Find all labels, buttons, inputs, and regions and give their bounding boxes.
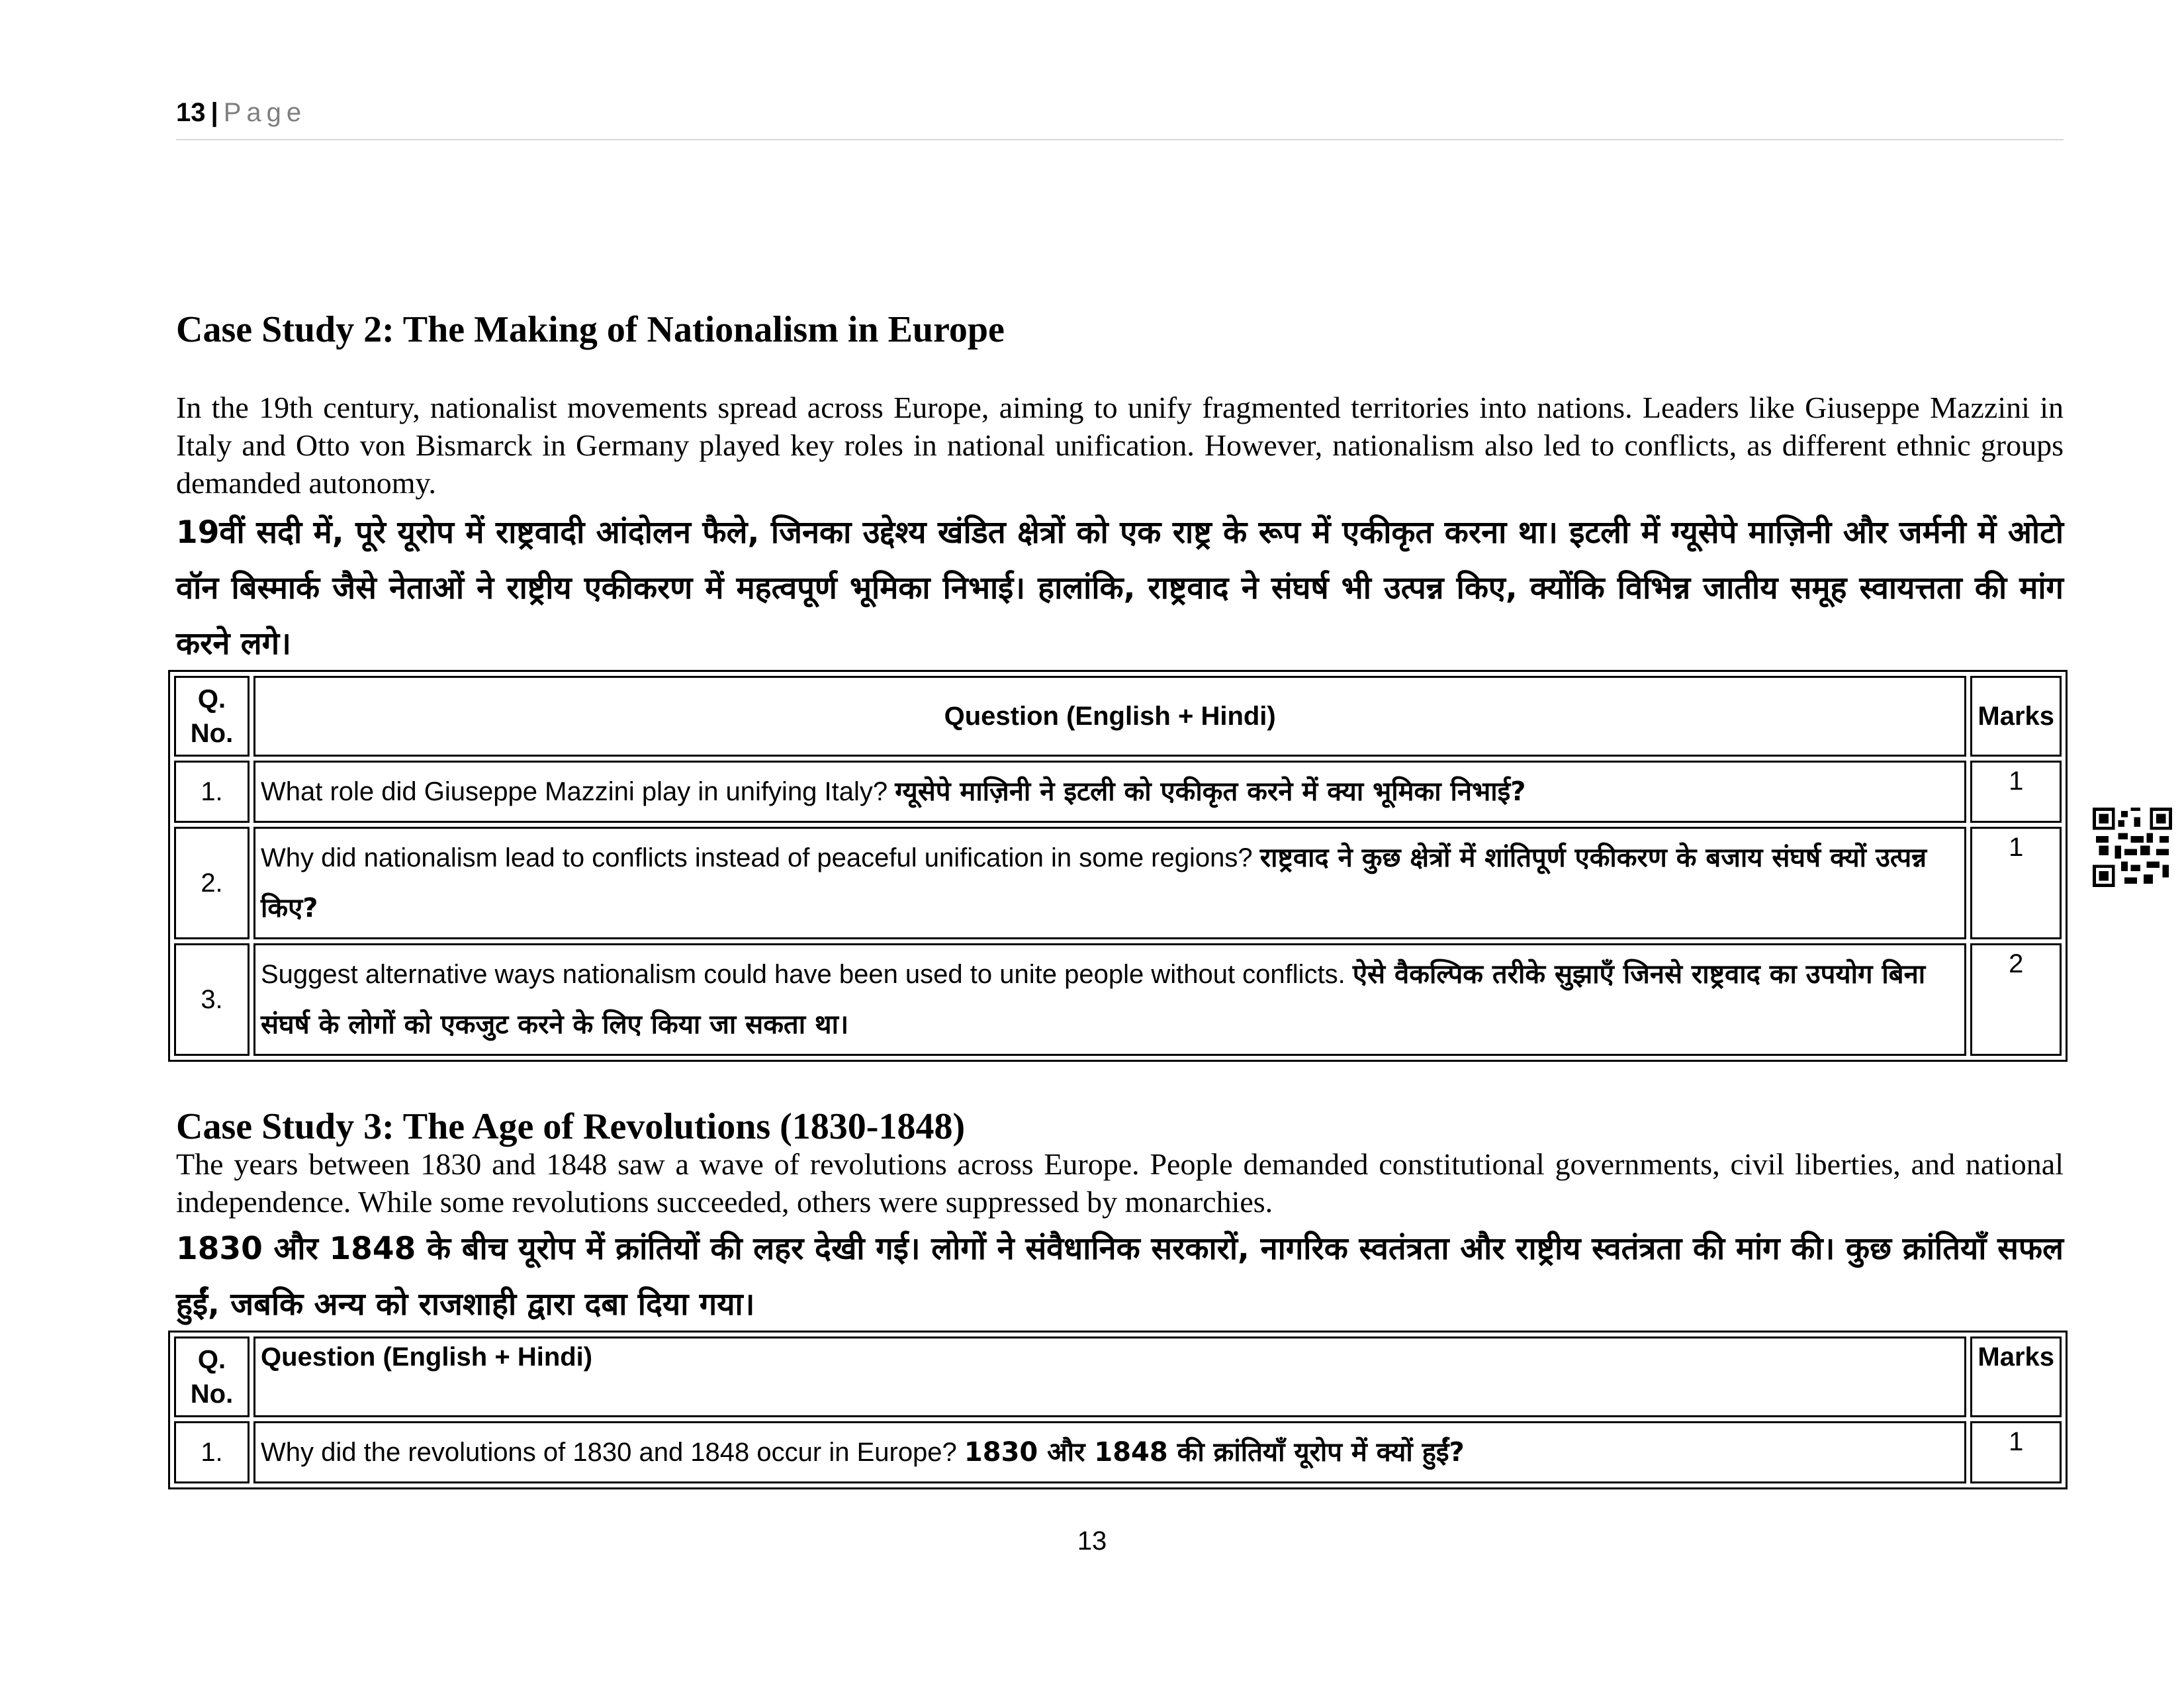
- question-hi: राष्ट्रवाद ने कुछ क्षेत्रों में शांतिपूर्ण एकीकरण के बजाय संघर्ष क्यों उत्पन्न किए?: [261, 843, 1927, 923]
- header-marks: Marks: [1970, 676, 2062, 757]
- question-hi: ऐसे वैकल्पिक तरीके सुझाएँ जिनसे राष्ट्रवाद का उपयोग बिना संघर्ष के लोगों को एकजुट करने के लिए किया जा सकता था।: [261, 959, 1926, 1040]
- header-marks: Marks: [1970, 1336, 2062, 1417]
- case-study-3-title: Case Study 3: The Age of Revolutions (1830-1848): [176, 1106, 966, 1147]
- table-row: [174, 1421, 2062, 1483]
- row-qno: 2.: [174, 827, 250, 939]
- row-qno: 1.: [174, 1421, 250, 1483]
- question-en: Why did the revolutions of 1830 and 1848 occur in Europe?: [261, 1438, 957, 1467]
- question-en: What role did Giuseppe Mazzini play in unifying Italy?: [261, 777, 888, 806]
- question-hi: ग्यूसेपे माज़िनी ने इटली को एकीकृत करने में क्या भूमिका निभाई?: [895, 776, 1526, 807]
- header-question: Question (English + Hindi): [253, 1336, 1966, 1417]
- header-page-label: Page: [223, 98, 307, 127]
- table-row: [174, 761, 2062, 823]
- case-study-3-paragraph-hi: 1830 और 1848 के बीच यूरोप में क्रांतियों की लहर देखी गई। लोगों ने संवैधानिक सरकारों, नागरिक स्वतंत्रता और राष्ट्रीय स्वतंत्रता की मांग की। कुछ क्रांतियाँ सफल हुईं, जबकि अन्य को राजशाही द्वारा दबा दिया गया।: [176, 1231, 2064, 1323]
- row-marks: 2: [1970, 943, 2062, 1056]
- row-qno: 1.: [174, 761, 250, 823]
- qr-code-icon: [2093, 808, 2172, 887]
- header-separator: |: [210, 98, 218, 127]
- row-qno: 3.: [174, 943, 250, 1056]
- row-marks: 1: [1970, 827, 2062, 939]
- table-row: [174, 827, 2062, 939]
- row-marks: 1: [1970, 761, 2062, 823]
- table-row: [174, 943, 2062, 1056]
- case-study-2-paragraph-en: In the 19th century, nationalist movements spread across Europe, aiming to unify fragmented territories into nations. Leaders like Giuseppe Mazzini in Italy and Otto von Bismarck in Germany played key roles in national unification. However, nationalism also led to conflicts, as different ethnic groups demanded autonomy.: [176, 391, 2064, 500]
- header-qno: Q. No.: [174, 676, 250, 757]
- case-study-2-title: Case Study 2: The Making of Nationalism in Europe: [176, 309, 1005, 350]
- header-question: Question (English + Hindi): [253, 676, 1966, 757]
- header-qno: Q. No.: [174, 1336, 250, 1417]
- case-study-2-paragraph-hi: 19वीं सदी में, पूरे यूरोप में राष्ट्रवादी आंदोलन फैले, जिनका उद्देश्य खंडित क्षेत्रों को एक राष्ट्र के रूप में एकीकृत करना था। इटली में ग्यूसेपे माज़िनी और जर्मनी में ओटो वॉन बिस्मार्क जैसे नेताओं ने राष्ट्रीय एकीकरण में महत्वपूर्ण भूमिका निभाई। हालांकि, राष्ट्रवाद ने संघर्ष भी उत्पन्न किए, क्योंकि विभिन्न जातीय समूह स्वायत्तता की मांग करने लगे।: [176, 514, 2064, 662]
- row-question: [253, 1421, 1966, 1483]
- table-header-row: [174, 1336, 2062, 1417]
- header-page-number: 13: [176, 98, 206, 127]
- case-study-3-paragraph-en: The years between 1830 and 1848 saw a wave of revolutions across Europe. People demanded constitutional governments, civil liberties, and national independence. While some revolutions succeeded, others were suppressed by monarchies.: [176, 1147, 2064, 1219]
- page-header: [176, 98, 2064, 140]
- row-marks: 1: [1970, 1421, 2062, 1483]
- case-study-3-table: [168, 1331, 2068, 1489]
- case-study-2-table: [168, 670, 2068, 1062]
- row-question: [253, 943, 1966, 1056]
- footer-page-number: 13: [1077, 1526, 1107, 1556]
- table-header-row: [174, 676, 2062, 757]
- row-question: [253, 827, 1966, 939]
- row-question: [253, 761, 1966, 823]
- question-en: Why did nationalism lead to conflicts instead of peaceful unification in some regions?: [261, 843, 1253, 872]
- question-hi: 1830 और 1848 की क्रांतियाँ यूरोप में क्यों हुईं?: [964, 1437, 1465, 1468]
- question-en: Suggest alternative ways nationalism could have been used to unite people without conflicts.: [261, 960, 1345, 989]
